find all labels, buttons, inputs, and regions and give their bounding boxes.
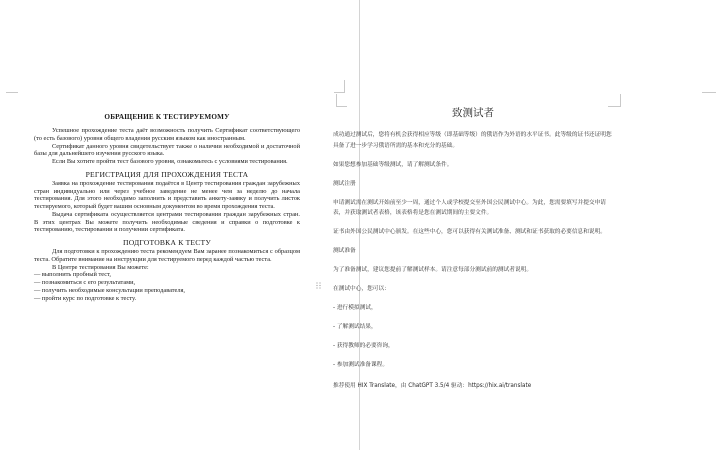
ru-registration-paragraph: Выдача сертификата осуществляется центрами тестирования граждан зарубежных стран. В этих центрах Вы можете получить необходимые сведения и справки о подготовке к тестированию, тестировании и получении сертификата.	[34, 210, 300, 234]
zh-paragraph: 申请测试需在测试开始前至少一周，通过个人或学校提交至外国公民测试中心。为此，您需要填写并提交申请表，并获取测试者表格，该表格将是您在测试期间的主要文件。	[333, 199, 606, 216]
ru-intro-paragraph: Сертификат данного уровня свидетельствует также о наличии необходимой и достаточной базы для дальнейшего изучения русского языка.	[34, 142, 300, 158]
ru-intro-paragraph: Если Вы хотите пройти тест базового уровня, ознакомьтесь с условиями тестирования.	[52, 158, 288, 165]
zh-paragraph: 证书由外国公民测试中心颁发。在这些中心，您可以获得有关测试准备、测试和证书获取的必要信息和说明。	[333, 229, 606, 235]
zh-list-item: - 获得教师的必要咨询，	[333, 343, 394, 349]
zh-paragraph: 如果您想参加基础等级测试，请了解测试条件。	[333, 161, 453, 168]
ru-registration-heading: РЕГИСТРАЦИЯ ДЛЯ ПРОХОЖДЕНИЯ ТЕСТА	[85, 169, 249, 179]
zh-list-item: - 进行模拟测试，	[333, 305, 377, 311]
ru-list-item: — получить необходимые консультации преподавателя,	[34, 286, 186, 294]
ru-preparation-heading: ПОДГОТОВКА К ТЕСТУ	[123, 238, 211, 247]
zh-footer-note: 推荐使用 HIX Translate，由 ChatGPT 3.5/4 驱动：https://hix.ai/translate	[333, 382, 532, 389]
zh-section-heading: 测试准备	[333, 248, 356, 254]
ru-intro-paragraph: Успешное прохождение теста даёт возможность получить Сертификат соответствующего (то есть базового) уровня общего владения русским языком как иностранным.	[34, 127, 300, 142]
chinese-text-block	[333, 106, 613, 400]
zh-title: 致测试者	[452, 107, 494, 119]
zh-paragraph: 在测试中心，您可以：	[333, 286, 390, 292]
crop-mark-right-top	[702, 80, 716, 93]
zh-list-item: - 了解测试结果，	[333, 324, 377, 330]
ru-title: ОБРАЩЕНИЕ К ТЕСТИРУЕМОМУ	[104, 113, 230, 121]
ru-registration-paragraph: Заявка на прохождение тестирования подаётся в Центр тестирования граждан зарубежных стран индивидуально или через учебное заведение не менее чем за неделю до начала тестирования. Для этого необходимо заполнить и представить анкету-заявку и получить листок тестируемого, который будет вашим основным документом во время прохождения теста.	[34, 179, 300, 210]
ru-list-item: — пройти курс по подготовке к тесту.	[34, 294, 137, 302]
crop-mark-left-top	[6, 80, 18, 93]
crop-mark-left-inner	[334, 80, 345, 93]
zh-list-item: - 参加测试准备课程。	[333, 362, 389, 368]
ru-preparation-paragraph: В Центре тестирования Вы можете:	[52, 263, 149, 271]
russian-text-block	[34, 112, 300, 302]
ru-preparation-paragraph: Для подготовки к прохождению теста рекомендуем Вам заранее познакомиться с образцом теста. Обратите внимание на инструкции для тестируемого перед каждой частью теста.	[34, 248, 300, 263]
ru-list-item: — познакомиться с его результатами,	[34, 279, 136, 286]
drag-handle-icon[interactable]	[316, 282, 321, 289]
zh-paragraph: 成功通过测试后，您将有机会获得相应等级（即基础等级）的俄语作为外语的水平证书。此等级的证书还证明您具备了进一步学习俄语所需的基本和充分的基础。	[333, 132, 612, 149]
ru-list-item: — выполнить пробный тест,	[34, 271, 111, 279]
zh-paragraph: 为了准备测试，建议您提前了解测试样本。请注意每部分测试前的测试者说明。	[333, 267, 533, 273]
zh-section-heading: 测试注册	[333, 180, 356, 187]
